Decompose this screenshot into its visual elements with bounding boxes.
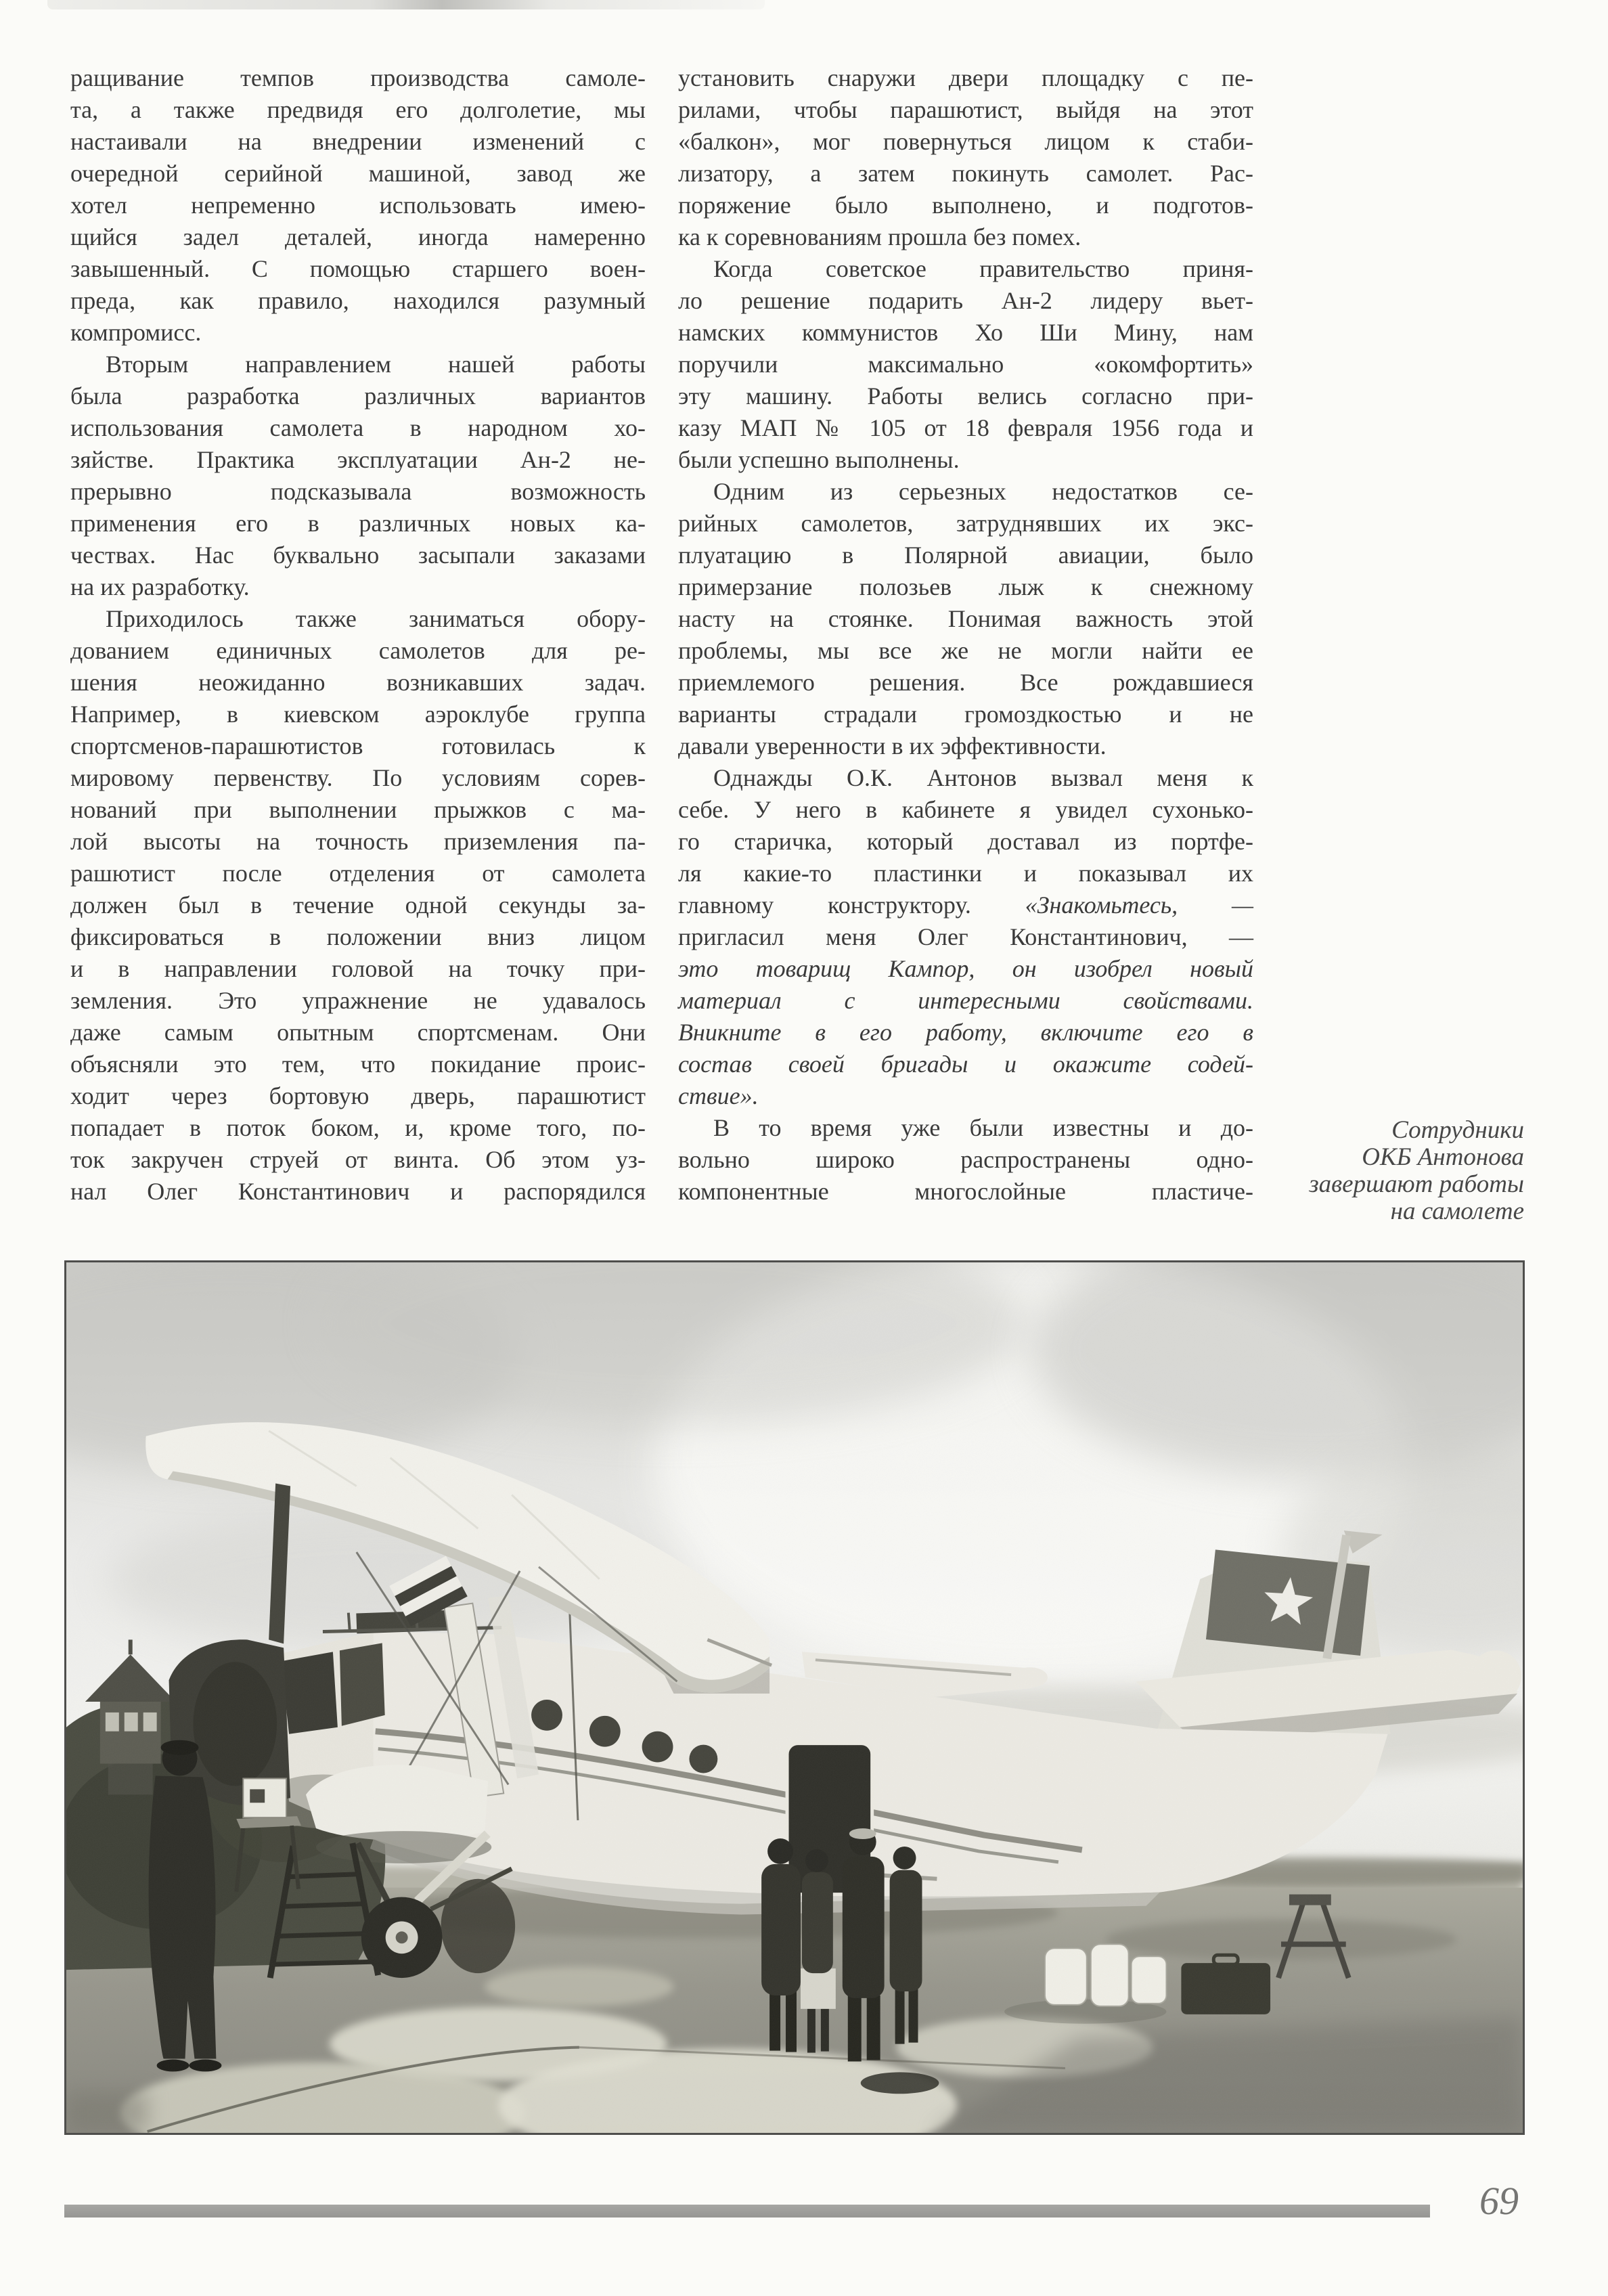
- caption-line: завершают работы: [1309, 1170, 1524, 1198]
- text-line: материал с интересными свойствами.: [678, 987, 1253, 1014]
- text-line: примерзание полозьев лыж к снежному: [678, 573, 1253, 600]
- text-line: ращивание темпов производства самоле-: [70, 64, 646, 91]
- text-line: варианты страдали громоздкостью и не: [678, 701, 1253, 728]
- text-line: хотел непременно использовать имею-: [70, 192, 646, 219]
- text-line: рашютист после отделения от самолета: [70, 860, 646, 887]
- text-line: «балкон», мог повернуться лицом к стаби-: [678, 128, 1253, 155]
- text-line: на их разработку.: [70, 573, 250, 600]
- text-line: ствие».: [678, 1082, 759, 1109]
- page-number: 69: [1479, 2179, 1519, 2223]
- text-line: лой высоты на точность приземления па-: [70, 828, 646, 855]
- text-line: Вторым направлением нашей работы: [106, 351, 646, 378]
- caption-line: ОКБ Антонова: [1362, 1143, 1524, 1171]
- text-line: Вникните в его работу, включите его в: [678, 1019, 1253, 1046]
- text-line: рийных самолетов, затруднявших их экс-: [678, 510, 1253, 537]
- text-line: применения его в различных новых ка-: [70, 510, 646, 537]
- text-line: использования самолета в народном хо-: [70, 414, 646, 441]
- text-line: Приходилось также заниматься обору-: [106, 605, 646, 632]
- text-line: дованием единичных самолетов для ре-: [70, 637, 646, 664]
- text-line: попадает в поток боком, и, кроме того, по-: [70, 1114, 646, 1141]
- text-column-right: [678, 62, 1253, 1208]
- text-line: чествах. Нас буквально засыпали заказами: [70, 542, 646, 569]
- photo-an2-frame: [64, 1260, 1525, 2135]
- text-line: казу МАП № 105 от 18 февраля 1956 года и: [678, 414, 1253, 441]
- text-line: даже самым опытным спортсменам. Они: [70, 1019, 646, 1046]
- text-line: объясняли это тем, что покидание проис-: [70, 1051, 646, 1078]
- text-line: должен был в течение одной секунды за-: [70, 891, 646, 919]
- caption-line: на самолете: [1390, 1197, 1524, 1225]
- scan-artifact: [47, 0, 765, 9]
- text-line: преда, как правило, находился разумный: [70, 287, 646, 314]
- text-line: нований при выполнении прыжков с ма-: [70, 796, 646, 823]
- text-line: приемлемого решения. Все рождавшиеся: [678, 669, 1253, 696]
- text-line: плуатацию в Полярной авиации, было: [678, 542, 1253, 569]
- text-line: рилами, чтобы парашютист, выйдя на этот: [678, 96, 1253, 123]
- photo-an2: [66, 1262, 1523, 2133]
- text-line: состав своей бригады и окажите содей-: [678, 1051, 1253, 1078]
- text-line: завышенный. С помощью старшего воен-: [70, 255, 646, 282]
- text-line: та, а также предвидя его долголетие, мы: [70, 96, 646, 123]
- text-line: была разработка различных вариантов: [70, 382, 646, 410]
- text-line: вольно широко распространены одно-: [678, 1146, 1253, 1173]
- text-line: спортсменов-парашютистов готовилась к: [70, 732, 646, 759]
- text-line: насту на стоянке. Понимая важность этой: [678, 605, 1253, 632]
- text-line: установить снаружи двери площадку с пе-: [678, 64, 1253, 91]
- text-line: главному конструктору. «Знакомьтесь, —: [678, 891, 1253, 919]
- text-column-left: [70, 62, 646, 1208]
- text-line: В то время уже были известны и до-: [713, 1114, 1253, 1141]
- text-line: поряжение было выполнено, и подготов-: [678, 192, 1253, 219]
- text-line: компонентные многослойные пластиче-: [678, 1178, 1253, 1205]
- text-line: были успешно выполнены.: [678, 446, 960, 473]
- text-line: эту машину. Работы велись согласно при-: [678, 382, 1253, 410]
- text-line: щийся задел деталей, иногда намеренно: [70, 223, 646, 250]
- text-line: мировому первенству. По условиям сорев-: [70, 764, 646, 791]
- text-line: очередной серийной машиной, завод же: [70, 160, 646, 187]
- text-line: и в направлении головой на точку при-: [70, 955, 646, 982]
- text-line: зяйстве. Практика эксплуатации Ан-2 не-: [70, 446, 646, 473]
- text-line: Когда советское правительство приня-: [713, 255, 1253, 282]
- text-line: ходит через бортовую дверь, парашютист: [70, 1082, 646, 1109]
- text-line: ля какие-то пластинки и показывал их: [678, 860, 1253, 887]
- text-line: фиксироваться в положении вниз лицом: [70, 923, 646, 950]
- text-line: давали уверенности в их эффективности.: [678, 732, 1107, 759]
- text-line: лизатору, а затем покинуть самолет. Рас-: [678, 160, 1253, 187]
- text-line: настаивали на внедрении изменений с: [70, 128, 646, 155]
- text-line: поручили максимально «окомфортить»: [678, 351, 1253, 378]
- text-line: ток закручен струей от винта. Об этом уз-: [70, 1146, 646, 1173]
- text-line: это товарищ Кампор, он изобрел новый: [678, 955, 1253, 982]
- text-line: компромисс.: [70, 319, 202, 346]
- text-line: пригласил меня Олег Константинович, —: [678, 923, 1253, 950]
- caption-line: Сотрудники: [1391, 1116, 1524, 1144]
- photo-caption: [1263, 1117, 1524, 1225]
- text-line: ло решение подарить Ан-2 лидеру вьет-: [678, 287, 1253, 314]
- text-line: нал Олег Константинович и распорядился: [70, 1178, 646, 1205]
- text-line: земления. Это упражнение не удавалось: [70, 987, 646, 1014]
- text-line: го старичка, который доставал из портфе-: [678, 828, 1253, 855]
- text-line: себе. У него в кабинете я увидел сухонько-: [678, 796, 1253, 823]
- text-line: Одним из серьезных недостатков се-: [713, 478, 1253, 505]
- text-line: шения неожиданно возникавших задач.: [70, 669, 646, 696]
- footer-rule: [64, 2205, 1430, 2217]
- text-line: Например, в киевском аэроклубе группа: [70, 701, 646, 728]
- text-line: Однажды О.К. Антонов вызвал меня к: [713, 764, 1253, 791]
- text-line: намских коммунистов Хо Ши Мину, нам: [678, 319, 1253, 346]
- text-line: прерывно подсказывала возможность: [70, 478, 646, 505]
- text-line: ка к соревнованиям прошла без помех.: [678, 223, 1081, 250]
- text-line: проблемы, мы все же не могли найти ее: [678, 637, 1253, 664]
